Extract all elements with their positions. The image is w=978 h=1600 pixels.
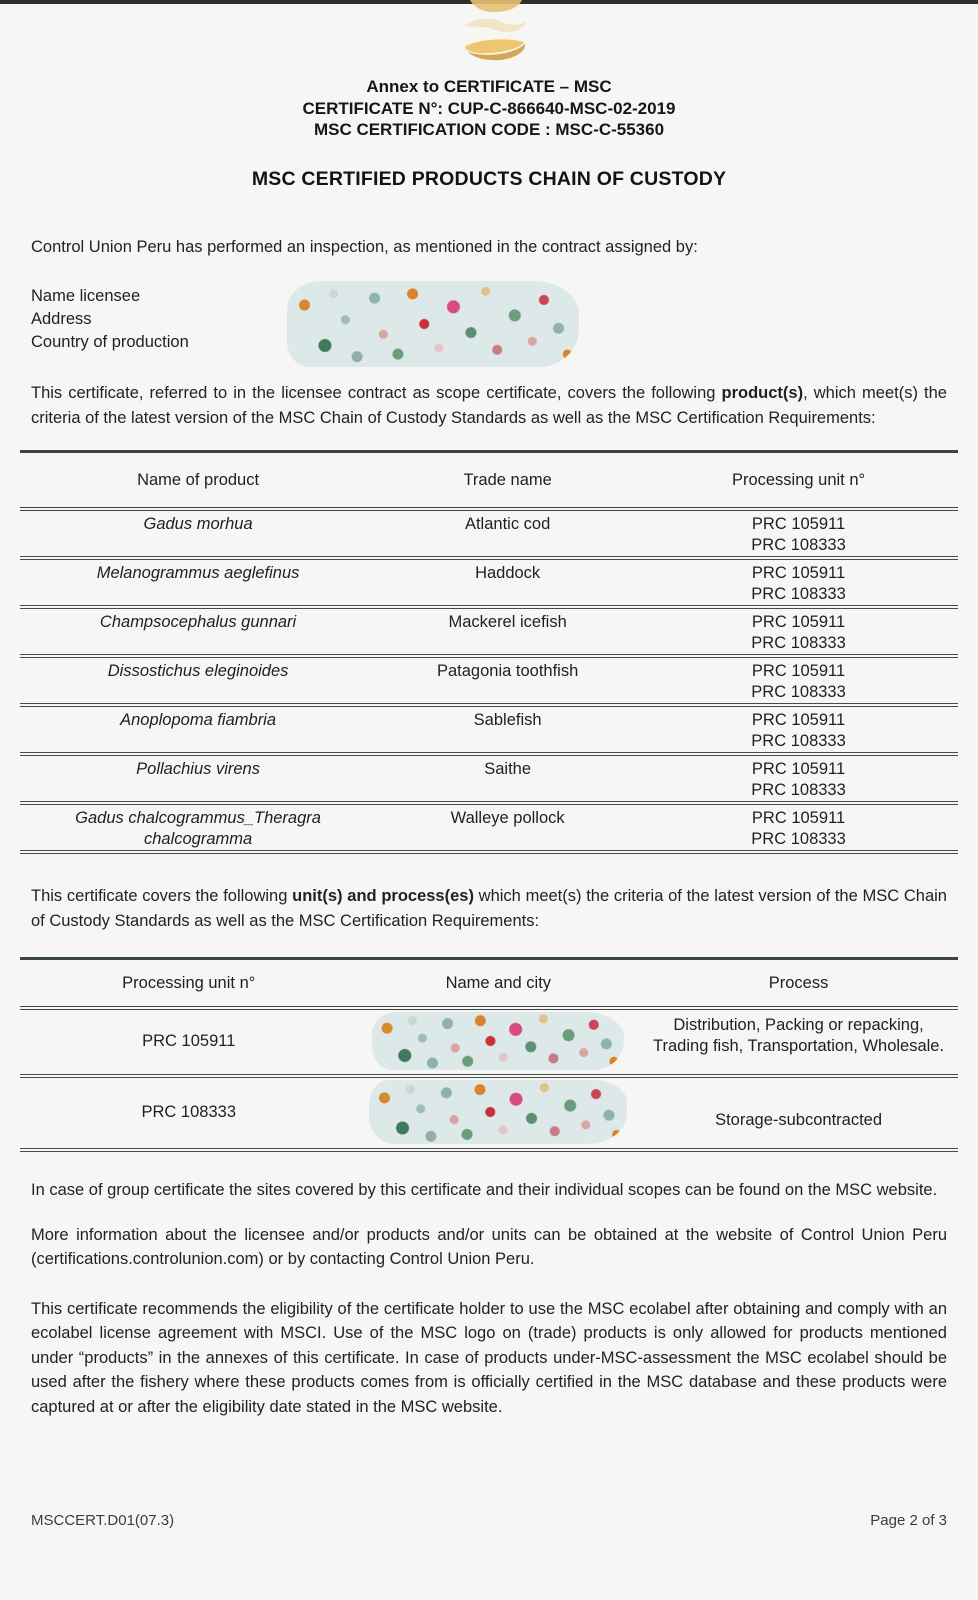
label-country-of-production: Country of production (31, 333, 189, 351)
trade-name: Atlantic cod (376, 509, 639, 558)
processing-unit-2: PRC 108333 (751, 535, 846, 554)
processing-unit-1: PRC 105911 (751, 760, 846, 778)
units-table (20, 957, 958, 1152)
certificate-header (31, 76, 947, 141)
processing-unit-1: PRC 105911 (751, 711, 846, 729)
processing-unit-2: PRC 108333 (751, 682, 846, 701)
page-footer (31, 1512, 947, 1529)
units-intro-pre: This certificate covers the following (31, 887, 293, 905)
units-intro-post: which meet(s) the criteria of the latest version of the MSC Chain of Custody Standards as well as the MSC Certification Requirements: (31, 887, 947, 930)
label-address: Address (31, 310, 92, 328)
process-description: Distribution, Packing or repacking, Trading fish, Transportation, Wholesale. (653, 1016, 945, 1055)
processing-unit-1: PRC 105911 (751, 613, 846, 631)
products-intro-bold: product(s) (721, 384, 804, 402)
group-certificate-paragraph: In case of group certificate the sites covered by this certificate and their individual scopes can be found on the MSC website. (31, 1181, 938, 1199)
redacted-site-name-2 (369, 1080, 627, 1144)
units-intro-bold: unit(s) and process(es) (292, 887, 474, 905)
header-processing-unit: Processing unit n° (20, 959, 358, 1009)
processing-unit-1: PRC 105911 (751, 515, 846, 533)
product-name: Dissostichus eleginoides (107, 662, 289, 680)
document-code: MSCCERT.D01(07.3) (31, 1512, 175, 1529)
products-intro-post: , which meet(s) the criteria of the latest version of the MSC Chain of Custody Standards as well as the MSC Certification Requirements: (31, 384, 947, 427)
page-title: MSC CERTIFIED PRODUCTS CHAIN OF CUSTODY (251, 167, 727, 190)
table-row (20, 705, 958, 754)
processing-unit-1: PRC 105911 (751, 662, 846, 680)
trade-name: Patagonia toothfish (376, 656, 639, 705)
licensee-block (31, 285, 947, 381)
more-information-paragraph: More information about the licensee and/or products and/or units can be obtained at the website of Control Union Peru (certifications.controlunion.com) or by contacting Control Union Peru. (31, 1225, 947, 1268)
processing-unit: PRC 108333 (20, 1076, 358, 1150)
table-row (20, 754, 958, 803)
trade-name: Mackerel icefish (376, 607, 639, 656)
units-intro-paragraph (31, 884, 947, 933)
header-trade-name: Trade name (376, 452, 639, 510)
header-name-of-product: Name of product (20, 452, 376, 510)
processing-unit-1: PRC 105911 (751, 809, 846, 827)
certificate-number: CERTIFICATE N°: CUP-C-866640-MSC-02-2019 (302, 98, 676, 118)
annex-title: Annex to CERTIFICATE – MSC (366, 77, 612, 96)
process-description: Storage-subcontracted (715, 1110, 883, 1129)
intro-paragraph: Control Union Peru has performed an inspection, as mentioned in the contract assigned by: (31, 237, 698, 256)
processing-unit-2: PRC 108333 (751, 633, 846, 652)
products-table-header-row (20, 452, 958, 510)
table-row (20, 607, 958, 656)
product-name: Champsocephalus gunnari (99, 613, 297, 631)
product-name: Pollachius virens (136, 760, 260, 778)
logo-swirl-icon (430, 0, 560, 64)
products-intro-paragraph (31, 381, 947, 430)
table-row (20, 1008, 958, 1076)
trade-name: Saithe (376, 754, 639, 803)
trade-name: Haddock (376, 558, 639, 607)
header-name-and-city: Name and city (358, 959, 640, 1009)
processing-unit-2: PRC 108333 (751, 731, 846, 750)
ecolabel-paragraph: This certificate recommends the eligibility of the certificate holder to use the MSC ecolabel after obtaining and comply with an ecolabel license agreement with MSCI. Use of the MSC logo on (trade) products is only allowed for products mentioned under “products” in the annexes of this certificate. In case of products under-MSC-assessment the MSC ecolabel should be used after the fishery where these products comes from is officially certified in the MSC database and these products were captured at or after the eligibility date stated in the MSC website. (31, 1299, 947, 1416)
header-process: Process (639, 959, 958, 1009)
units-table-header-row (20, 959, 958, 1009)
products-table (20, 450, 958, 854)
product-name: Melanogrammus aeglefinus (96, 564, 300, 582)
product-name: Gadus morhua (143, 515, 253, 533)
trade-name: Walleye pollock (376, 803, 639, 852)
trade-name: Sablefish (376, 705, 639, 754)
processing-unit-1: PRC 105911 (751, 564, 846, 582)
redacted-site-name-1 (372, 1012, 624, 1070)
table-row (20, 558, 958, 607)
header-processing-unit: Processing unit n° (639, 452, 958, 510)
processing-unit-2: PRC 108333 (751, 584, 846, 603)
processing-unit: PRC 105911 (20, 1008, 358, 1076)
processing-unit-2: PRC 108333 (751, 829, 846, 848)
table-row (20, 1076, 958, 1150)
processing-unit-2: PRC 108333 (751, 780, 846, 799)
table-row (20, 656, 958, 705)
product-name: Gadus chalcogrammus_Theragra chalcogramma (75, 809, 321, 848)
control-union-logo (430, 0, 560, 64)
label-name-licensee: Name licensee (31, 287, 141, 305)
table-row (20, 803, 958, 852)
redacted-licensee-info (287, 281, 579, 367)
products-intro-pre: This certificate, referred to in the licensee contract as scope certificate, covers the following (31, 384, 722, 402)
msc-certification-code: MSC CERTIFICATION CODE : MSC-C-55360 (313, 120, 665, 139)
product-name: Anoplopoma fiambria (120, 711, 277, 729)
page-number: Page 2 of 3 (870, 1512, 947, 1529)
document-body (0, 76, 978, 1419)
table-row (20, 509, 958, 558)
